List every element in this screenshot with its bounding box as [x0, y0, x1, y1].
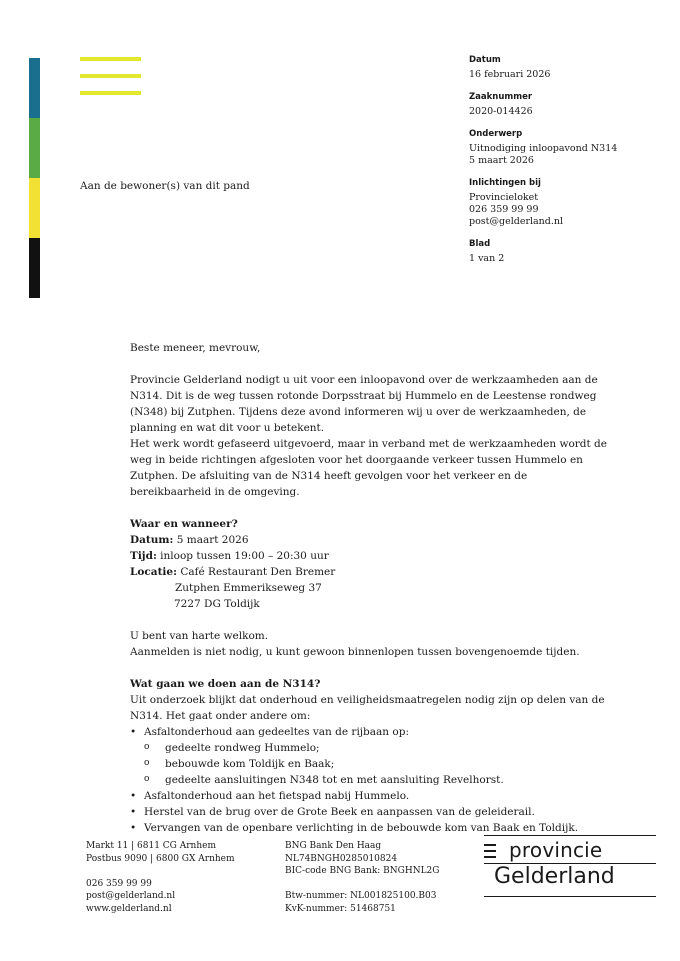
meta-subject-line2: 5 maart 2026 [469, 155, 534, 166]
meta-case-value: 2020-014426 [469, 106, 533, 117]
meta-case-label: Zaaknummer [469, 92, 533, 102]
footer-bic: BIC-code BNG Bank: BNGHNL2G [285, 866, 440, 876]
meta-date-label: Datum [469, 55, 501, 65]
event-location-street: Zutphen Emmerikseweg 37 [175, 582, 322, 594]
work-item [130, 724, 610, 788]
letter-body [130, 340, 610, 836]
footer-bank-name: BNG Bank Den Haag [285, 841, 382, 851]
work-sublist [144, 740, 610, 788]
meta-info-phone: 026 359 99 99 [469, 204, 539, 215]
meta-page [469, 238, 669, 265]
meta-subject-line1: Uitnodiging inloopavond N314 [469, 143, 618, 154]
welcome-line: U bent van harte welkom. [130, 630, 269, 642]
meta-page-label: Blad [469, 239, 491, 249]
event-time-value: inloop tussen 19:00 – 20:30 uur [156, 550, 329, 562]
footer-website: www.gelderland.nl [86, 903, 172, 914]
event-location [130, 564, 610, 580]
logo-line-top [80, 57, 141, 61]
brand-strip-yellow [29, 178, 40, 238]
work-list [130, 724, 610, 836]
work-item: • Herstel van de brug over de Grote Beek en aanpassen van de geleiderail. [130, 804, 610, 820]
work-item: • Asfaltonderhoud aan het fietspad nabij Hummelo. [130, 788, 610, 804]
footer-vat: Btw-nummer: NL001825100.B03 [285, 891, 437, 901]
event-time [130, 548, 610, 564]
work-heading: Wat gaan we doen aan de N314? [130, 678, 321, 690]
logo-word-gelderland: Gelderland [494, 864, 615, 889]
footer-kvk: KvK-nummer: 51468751 [285, 903, 396, 914]
meta-date-value: 16 februari 2026 [469, 69, 551, 80]
event-location-value: Café Restaurant Den Bremer [176, 566, 336, 578]
brand-strip-black [29, 238, 40, 298]
meta-info-label: Inlichtingen bij [469, 178, 541, 188]
meta-info-email: post@gelderland.nl [469, 216, 564, 227]
salutation: Beste meneer, mevrouw, [130, 342, 261, 354]
work-intro: Uit onderzoek blijkt dat onderhoud en veiligheidsmaatregelen nodig zijn op delen van de N314. Het gaat onder andere om: [130, 694, 605, 722]
meta-case [469, 91, 669, 118]
logo-line-bottom [80, 91, 141, 95]
meta-page-value: 1 van 2 [469, 253, 505, 264]
intro-paragraph-2: Het werk wordt gefaseerd uitgevoerd, maar in verband met de werkzaamheden wordt de weg in beide richtingen afgesloten voor het doorgaande verkeer tussen Hummelo en Zutphen. De afsluiting van de N314 heeft gevolgen voor het verkeer en de bereikbaarheid in de omgeving. [130, 438, 607, 498]
meta-info-line1: Provincieloket [469, 192, 539, 203]
registration-note: Aanmelden is niet nodig, u kunt gewoon binnenlopen tussen bovengenoemde tijden. [130, 646, 580, 658]
meta-date [469, 54, 669, 81]
footer-email: post@gelderland.nl [86, 891, 176, 901]
event-location-label: Locatie: [130, 566, 177, 578]
footer-contact [86, 840, 235, 915]
footer-bank [285, 840, 439, 915]
event-date [130, 532, 610, 548]
footer-address-visit: Markt 11 | 6811 CG Arnhem [86, 841, 216, 851]
meta-subject [469, 128, 669, 167]
event-date-label: Datum: [130, 534, 174, 546]
provincie-gelderland-logo [484, 835, 656, 897]
logo-line-middle [80, 74, 141, 78]
brand-strip-green [29, 118, 40, 178]
event-date-value: 5 maart 2026 [173, 534, 249, 546]
work-subitem: o gedeelte aansluitingen N348 tot en met aansluiting Revelhorst. [144, 772, 610, 788]
logo-word-provincie: provincie [509, 838, 603, 862]
letter-meta [469, 54, 669, 275]
work-subitem: o gedeelte rondweg Hummelo; [144, 740, 610, 756]
work-item-text: Asfaltonderhoud aan gedeeltes van de rijbaan op: [144, 726, 409, 738]
event-location-postcode: 7227 DG Toldijk [174, 598, 260, 610]
meta-info [469, 177, 669, 228]
event-time-label: Tijd: [130, 550, 157, 562]
meta-subject-label: Onderwerp [469, 129, 523, 139]
addressee: Aan de bewoner(s) van dit pand [80, 180, 250, 192]
work-subitem: o bebouwde kom Toldijk en Baak; [144, 756, 610, 772]
brand-strip-blue [29, 58, 40, 118]
footer-address-post: Postbus 9090 | 6800 GX Arnhem [86, 853, 235, 864]
footer-phone: 026 359 99 99 [86, 878, 152, 889]
footer-iban: NL74BNGH0285010824 [285, 853, 398, 864]
where-heading: Waar en wanneer? [130, 518, 238, 530]
work-item: • Vervangen van de openbare verlichting in de bebouwde kom van Baak en Toldijk. [130, 820, 610, 836]
intro-paragraph: Provincie Gelderland nodigt u uit voor een inloopavond over de werkzaamheden aan de N314. Dit is de weg tussen rotonde Dorpsstraat bij Hummelo en de Leestense rondweg (N348) bij Zutphen. Tijdens deze avond informeren wij u over de werkzaamheden, de planning en wat dit voor u betekent. [130, 374, 598, 434]
